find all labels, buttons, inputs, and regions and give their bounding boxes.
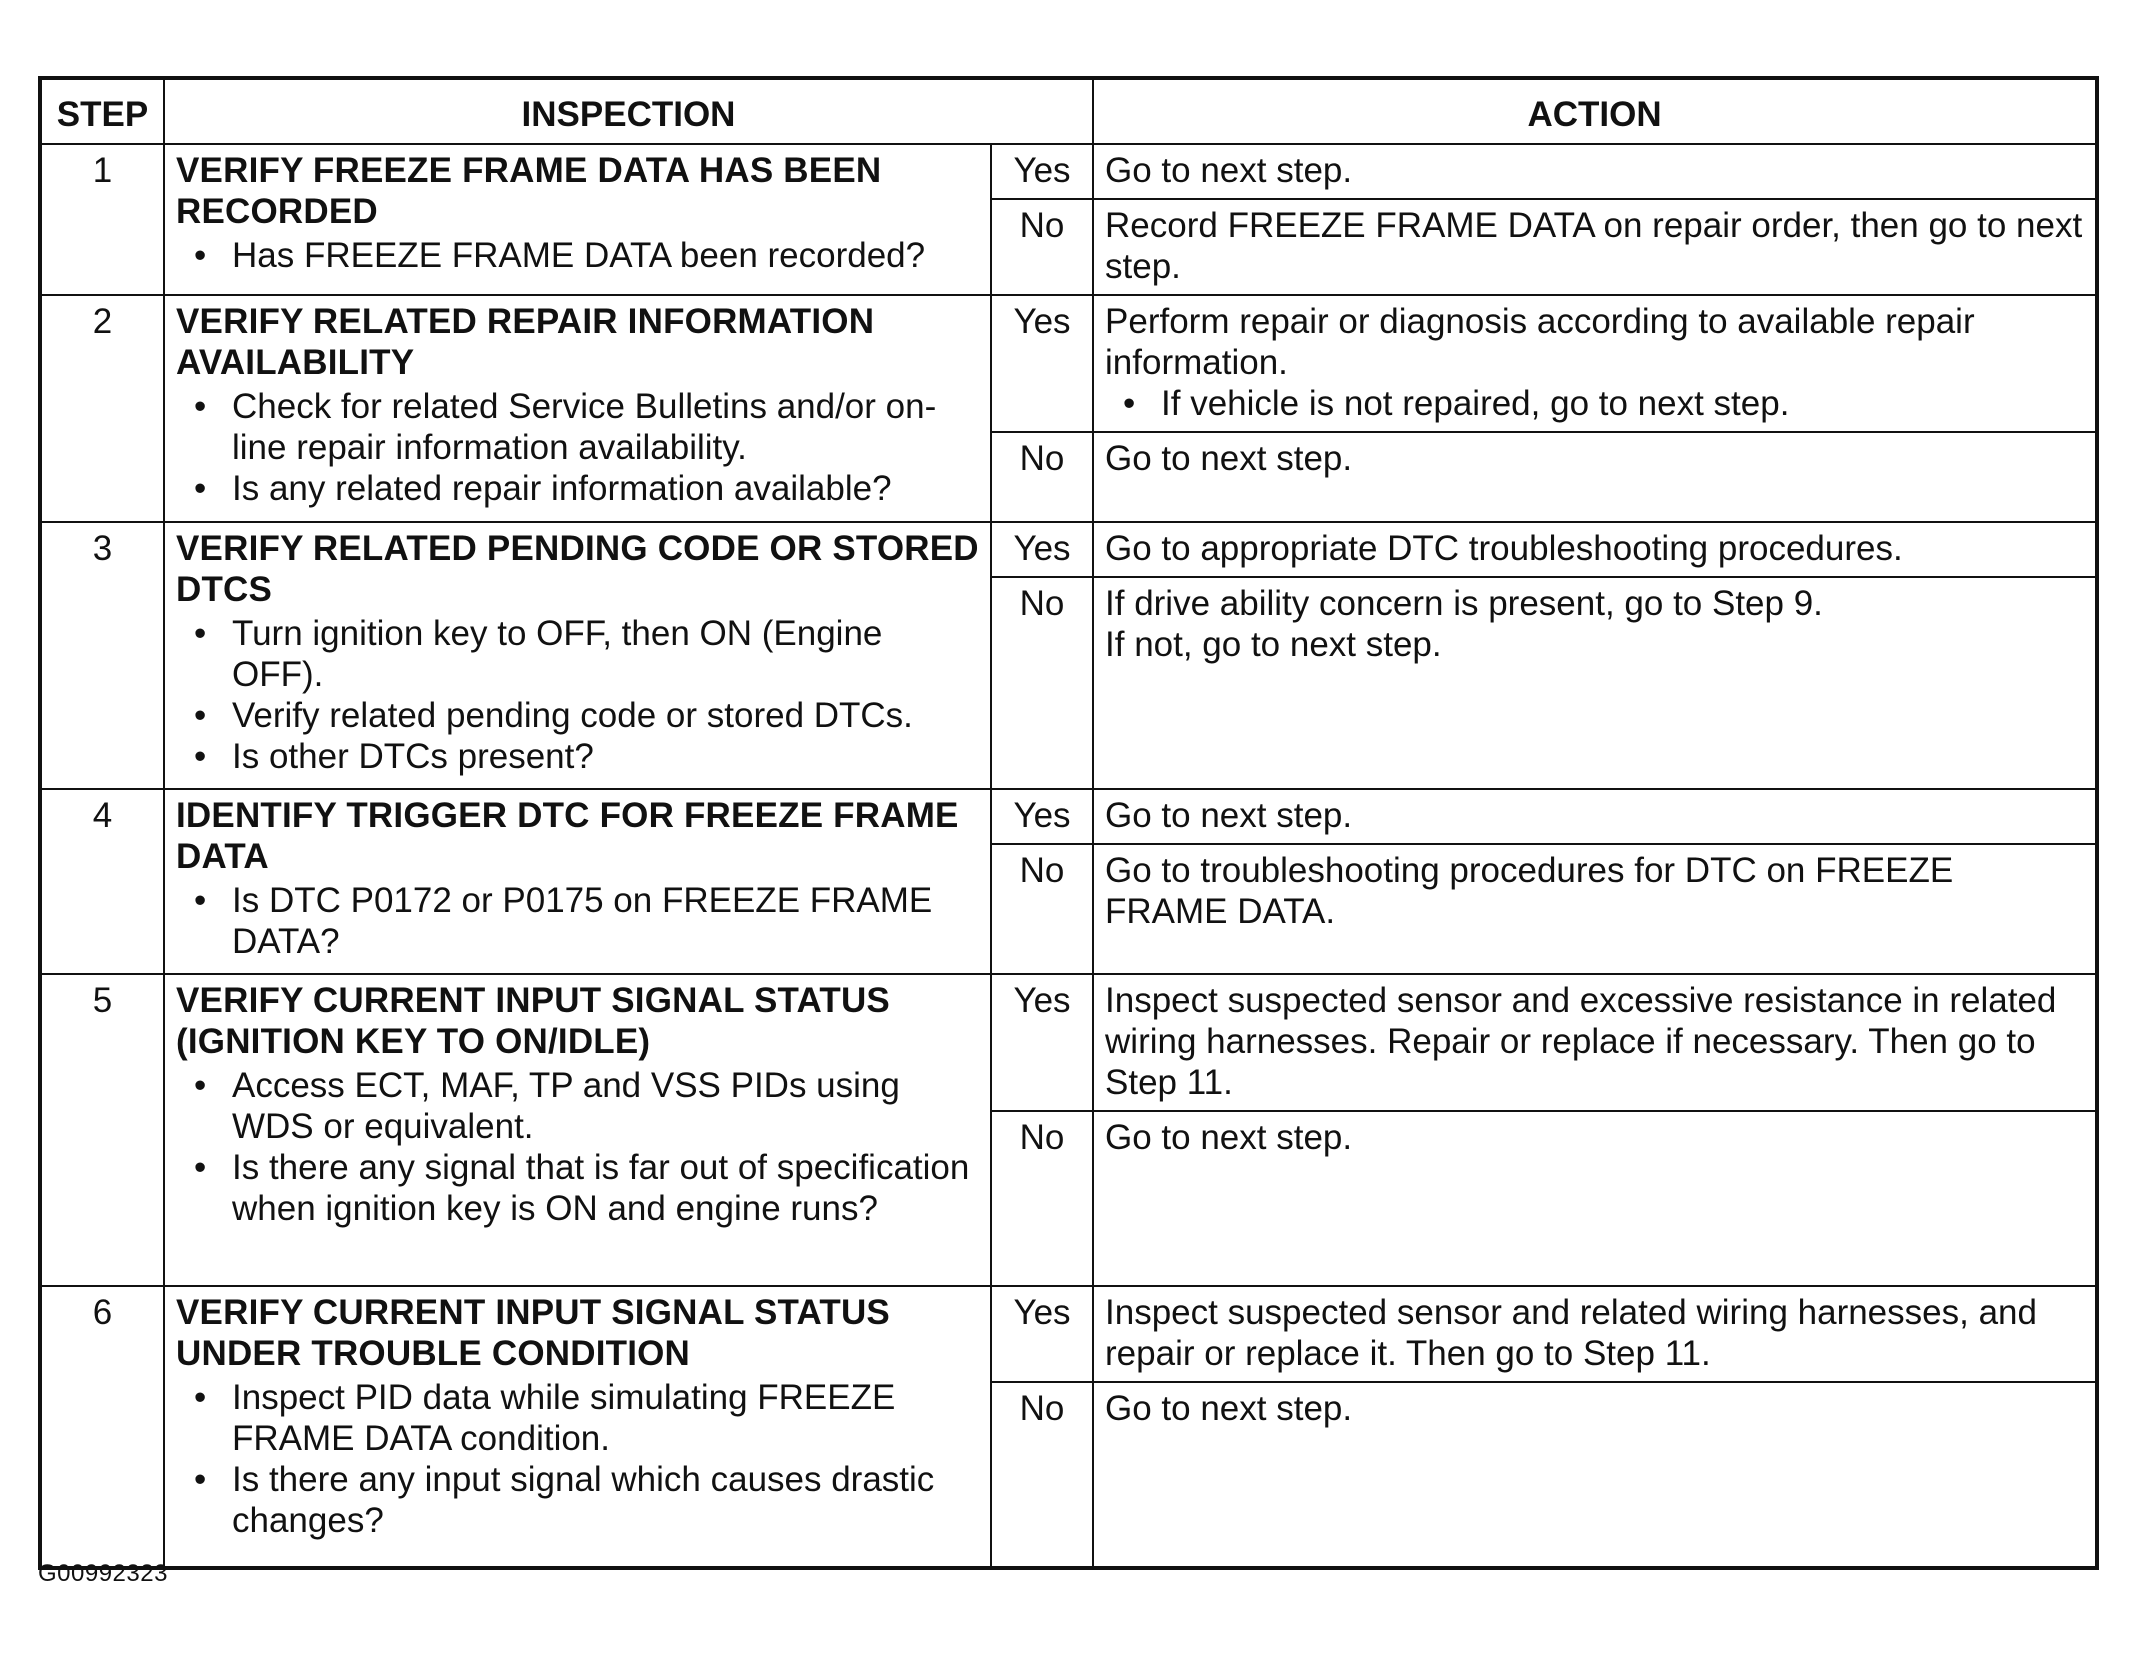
yes-action: Go to appropriate DTC troubleshooting procedures. — [1093, 522, 2097, 577]
inspection-bullet: • Verify related pending code or stored DTCs. — [232, 695, 979, 736]
yes-label: Yes — [991, 522, 1093, 577]
inspection-bullet: • Access ECT, MAF, TP and VSS PIDs using WDS or equivalent. — [232, 1065, 979, 1147]
step-number: 4 — [40, 789, 164, 974]
action-column-header: ACTION — [1093, 78, 2097, 144]
inspection-cell — [164, 144, 991, 295]
yes-action: Inspect suspected sensor and excessive resistance in related wiring harnesses. Repair or replace if necessary. Then go to Step 11. — [1093, 974, 2097, 1111]
inspection-bullet: • Is DTC P0172 or P0175 on FREEZE FRAME DATA? — [232, 880, 979, 962]
step-number: 3 — [40, 522, 164, 789]
no-action: Record FREEZE FRAME DATA on repair order, then go to next step. — [1093, 199, 2097, 295]
no-action: Go to troubleshooting procedures for DTC on FREEZE FRAME DATA. — [1093, 844, 2097, 974]
inspection-bullets — [176, 235, 979, 276]
inspection-title: VERIFY RELATED PENDING CODE OR STORED DTCS — [176, 529, 979, 609]
step-number: 1 — [40, 144, 164, 295]
inspection-cell — [164, 522, 991, 789]
yes-label: Yes — [991, 789, 1093, 844]
yes-action-bullets — [1105, 383, 2084, 424]
no-action-line: If drive ability concern is present, go to Step 9. — [1105, 584, 1823, 623]
yes-action — [1093, 295, 2097, 432]
yes-label: Yes — [991, 144, 1093, 199]
no-action: Go to next step. — [1093, 1382, 2097, 1568]
yes-action-text: Perform repair or diagnosis according to available repair information. — [1105, 302, 1975, 382]
inspection-title: VERIFY FREEZE FRAME DATA HAS BEEN RECORDED — [176, 151, 882, 231]
figure-id: G00992323 — [38, 1560, 168, 1587]
inspection-bullet: • Check for related Service Bulletins and/or on-line repair information availability. — [232, 386, 979, 468]
no-action-line: If not, go to next step. — [1105, 625, 1442, 664]
yes-action: Go to next step. — [1093, 144, 2097, 199]
inspection-bullet: • Turn ignition key to OFF, then ON (Engine OFF). — [232, 613, 979, 695]
table-row — [40, 522, 2097, 577]
table-row — [40, 144, 2097, 199]
inspection-bullets — [176, 1377, 979, 1541]
yes-action: Inspect suspected sensor and related wiring harnesses, and repair or replace it. Then go to Step 11. — [1093, 1286, 2097, 1382]
table-header-row — [40, 78, 2097, 144]
step-number: 2 — [40, 295, 164, 522]
yes-label: Yes — [991, 295, 1093, 432]
inspection-bullet: • Is any related repair information available? — [232, 468, 979, 509]
diagnostic-procedure — [38, 76, 2095, 1570]
step-column-header: STEP — [40, 78, 164, 144]
inspection-cell — [164, 1286, 991, 1568]
no-action — [1093, 577, 2097, 789]
action-bullet: • If vehicle is not repaired, go to next step. — [1161, 383, 2084, 424]
no-label: No — [991, 199, 1093, 295]
yes-action: Go to next step. — [1093, 789, 2097, 844]
inspection-bullet: • Has FREEZE FRAME DATA been recorded? — [232, 235, 979, 276]
yes-label: Yes — [991, 974, 1093, 1111]
inspection-title: VERIFY RELATED REPAIR INFORMATION AVAILABILITY — [176, 302, 875, 382]
table-row — [40, 1286, 2097, 1382]
yes-label: Yes — [991, 1286, 1093, 1382]
no-label: No — [991, 1382, 1093, 1568]
table-row — [40, 974, 2097, 1111]
no-action: Go to next step. — [1093, 1111, 2097, 1286]
inspection-bullet: • Is there any input signal which causes drastic changes? — [232, 1459, 979, 1541]
step-number: 6 — [40, 1286, 164, 1568]
inspection-bullets — [176, 880, 979, 962]
inspection-title: VERIFY CURRENT INPUT SIGNAL STATUS UNDER TROUBLE CONDITION — [176, 1293, 890, 1373]
table-row — [40, 789, 2097, 844]
step-number: 5 — [40, 974, 164, 1286]
inspection-cell — [164, 789, 991, 974]
inspection-cell — [164, 974, 991, 1286]
no-label: No — [991, 577, 1093, 789]
inspection-column-header: INSPECTION — [164, 78, 1093, 144]
inspection-bullets — [176, 613, 979, 777]
inspection-bullet: • Is other DTCs present? — [232, 736, 979, 777]
table-row — [40, 295, 2097, 432]
inspection-title: IDENTIFY TRIGGER DTC FOR FREEZE FRAME DATA — [176, 796, 959, 876]
no-action: Go to next step. — [1093, 432, 2097, 522]
diagnostic-table — [38, 76, 2099, 1570]
inspection-bullet: • Is there any signal that is far out of specification when ignition key is ON and engine runs? — [232, 1147, 979, 1229]
no-label: No — [991, 1111, 1093, 1286]
inspection-bullet: • Inspect PID data while simulating FREEZE FRAME DATA condition. — [232, 1377, 979, 1459]
inspection-bullets — [176, 1065, 979, 1229]
inspection-cell — [164, 295, 991, 522]
inspection-title: VERIFY CURRENT INPUT SIGNAL STATUS (IGNITION KEY TO ON/IDLE) — [176, 981, 890, 1061]
no-label: No — [991, 432, 1093, 522]
inspection-bullets — [176, 386, 979, 509]
no-label: No — [991, 844, 1093, 974]
